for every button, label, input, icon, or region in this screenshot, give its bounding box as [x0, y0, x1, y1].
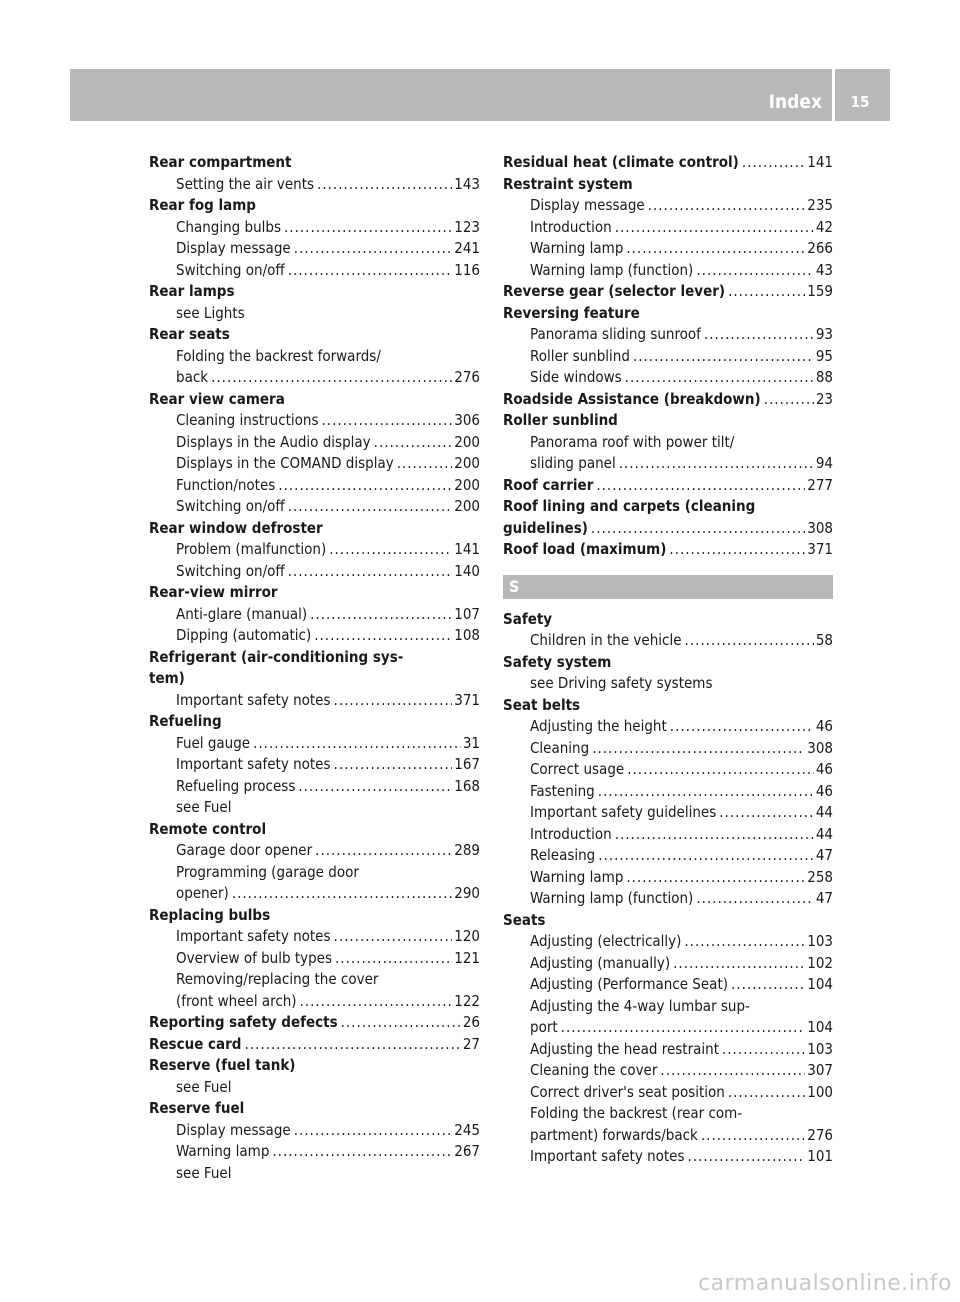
index-entry — [503, 931, 833, 953]
index-entry — [503, 152, 833, 174]
index-subtext: see Fuel — [176, 1163, 232, 1182]
index-subtext: see Lights — [176, 303, 245, 322]
entry-label: Overview of bulb types — [176, 948, 333, 967]
index-subtext: Programming (garage door — [176, 862, 359, 881]
page-reference: 116 — [454, 260, 480, 279]
page-reference: 141 — [807, 153, 833, 171]
page-reference: 308 — [807, 738, 833, 757]
dot-leader — [284, 217, 452, 239]
page-reference: 123 — [454, 217, 480, 236]
index-entry — [503, 759, 833, 781]
entry-label: Fuel gauge — [176, 733, 251, 752]
page-reference: 307 — [807, 1061, 833, 1079]
dot-leader — [598, 781, 814, 803]
page-reference: 120 — [454, 927, 480, 945]
page-reference: 23 — [815, 389, 833, 408]
entry-label: Adjusting (electrically) — [530, 932, 682, 950]
index-entry — [503, 389, 833, 411]
index-entry — [149, 561, 480, 583]
entry-label: Warning lamp (function) — [530, 889, 694, 907]
entry-label: Adjusting (Performance Seat) — [530, 975, 728, 993]
dot-leader — [317, 174, 452, 196]
page-reference: 47 — [815, 889, 833, 907]
dot-leader — [294, 238, 453, 260]
index-entry — [149, 217, 480, 239]
dot-leader — [728, 281, 805, 303]
dot-leader — [704, 324, 814, 346]
index-column-right — [503, 152, 833, 1168]
dot-leader — [211, 367, 452, 389]
index-entry — [149, 625, 480, 647]
index-heading: Safety — [503, 609, 553, 628]
index-heading: Rear-view mirror — [149, 583, 278, 601]
page-reference: 44 — [815, 824, 833, 843]
entry-label: Displays in the Audio display — [176, 432, 371, 451]
page-reference: 168 — [454, 776, 480, 795]
dot-leader — [615, 217, 814, 239]
dot-leader — [722, 1039, 805, 1061]
index-subtext: Panorama roof with power tilt/ — [530, 432, 735, 451]
dot-leader — [596, 475, 805, 497]
entry-label: Changing bulbs — [176, 217, 282, 236]
dot-leader — [615, 824, 814, 846]
dot-leader — [648, 195, 806, 217]
page-reference: 276 — [807, 1125, 833, 1144]
page-reference: 276 — [454, 368, 480, 386]
index-entry — [149, 926, 480, 948]
index-heading: Restraint system — [503, 174, 633, 193]
index-entry — [149, 1141, 480, 1163]
entry-label: Displays in the COMAND display — [176, 454, 394, 472]
index-subtext: see Fuel — [176, 1077, 232, 1096]
page-reference: 42 — [815, 217, 833, 236]
entry-label: Switching on/off — [176, 561, 285, 580]
dot-leader — [397, 453, 453, 475]
index-heading: Rear fog lamp — [149, 196, 256, 214]
index-entry — [503, 518, 833, 540]
dot-leader — [619, 453, 814, 475]
dot-leader — [719, 802, 814, 824]
index-entry — [149, 948, 480, 970]
index-heading: Refrigerant (air-conditioning sys- — [149, 647, 404, 666]
dot-leader — [625, 367, 814, 389]
entry-label: Cleaning the cover — [530, 1061, 658, 1079]
entry-label: Important safety guidelines — [530, 803, 717, 821]
dot-leader — [322, 410, 453, 432]
dot-leader — [288, 260, 453, 282]
dot-leader — [341, 1012, 461, 1034]
entry-label: Important safety notes — [176, 690, 331, 709]
dot-leader — [728, 1082, 805, 1104]
index-entry — [149, 776, 480, 798]
index-heading: Seat belts — [503, 695, 581, 714]
index-subtext: Folding the backrest forwards/ — [176, 346, 381, 365]
dot-leader — [684, 931, 805, 953]
page-reference: 167 — [454, 755, 480, 773]
index-entry — [149, 690, 480, 712]
dot-leader — [334, 754, 453, 776]
index-subtext: see Fuel — [176, 798, 232, 816]
entry-label: Children in the vehicle — [530, 631, 682, 649]
page-reference: 88 — [815, 368, 833, 386]
entry-label: Adjusting (manually) — [530, 953, 671, 972]
page-reference: 141 — [454, 540, 480, 558]
index-entry — [503, 716, 833, 738]
index-heading: Refueling — [149, 712, 222, 730]
index-entry — [503, 346, 833, 368]
page-reference: 104 — [807, 975, 833, 993]
index-entry — [149, 733, 480, 755]
index-entry — [503, 738, 833, 760]
index-heading: Roof lining and carpets (cleaning — [503, 497, 756, 515]
page-reference: 258 — [807, 867, 833, 886]
index-entry — [149, 367, 480, 389]
header-divider — [832, 69, 835, 121]
index-entry — [503, 539, 833, 561]
index-heading: Reversing feature — [503, 303, 640, 322]
dot-leader — [244, 1034, 460, 1056]
dot-leader — [315, 840, 452, 862]
page-reference: 101 — [807, 1147, 833, 1165]
page-reference: 266 — [807, 239, 833, 257]
page-reference: 104 — [807, 1018, 833, 1036]
page-reference: 241 — [454, 239, 480, 257]
page-reference: 308 — [807, 518, 833, 537]
dot-leader — [232, 883, 452, 905]
page-reference: 26 — [462, 1013, 480, 1031]
page-reference: 371 — [807, 540, 833, 558]
dot-leader — [334, 926, 453, 948]
page-reference: 108 — [454, 626, 480, 644]
page-reference: 95 — [815, 346, 833, 365]
entry-label: Residual heat (climate control) — [503, 153, 739, 171]
index-heading: Rear lamps — [149, 282, 235, 300]
entry-label: Fastening — [530, 781, 595, 800]
entry-label: opener) — [176, 884, 229, 902]
index-entry — [503, 888, 833, 910]
entry-label: Important safety notes — [176, 927, 331, 945]
page-reference: 103 — [807, 932, 833, 950]
page-reference: 58 — [815, 631, 833, 649]
entry-label: Switching on/off — [176, 497, 285, 515]
entry-label: Roadside Assistance (breakdown) — [503, 389, 761, 408]
dot-leader — [253, 733, 461, 755]
entry-label: Setting the air vents — [176, 174, 315, 193]
entry-label: Problem (malfunction) — [176, 540, 327, 558]
index-entry — [149, 453, 480, 475]
dot-leader — [598, 845, 814, 867]
page-reference: 290 — [454, 884, 480, 902]
dot-leader — [670, 716, 814, 738]
entry-label: Reverse gear (selector lever) — [503, 282, 726, 300]
page-reference: 122 — [454, 991, 480, 1010]
page-reference: 103 — [807, 1039, 833, 1058]
index-heading: Safety system — [503, 652, 612, 671]
dot-leader — [669, 539, 805, 561]
page-reference: 47 — [815, 846, 833, 864]
index-subtext: see Driving safety systems — [530, 674, 713, 692]
dot-leader — [335, 948, 452, 970]
entry-label: Correct driver's seat position — [530, 1082, 725, 1101]
entry-label: Switching on/off — [176, 260, 285, 279]
index-entry — [149, 604, 480, 626]
entry-label: Cleaning — [530, 738, 590, 757]
index-entry — [149, 238, 480, 260]
dot-leader — [701, 1125, 805, 1147]
index-entry — [149, 1012, 480, 1034]
dot-leader — [374, 432, 453, 454]
index-heading: Seats — [503, 910, 546, 929]
entry-label: Roof load (maximum) — [503, 540, 667, 558]
dot-leader — [329, 539, 452, 561]
entry-label: port — [530, 1018, 558, 1036]
index-subtext: Folding the backrest (rear com- — [530, 1104, 743, 1122]
index-entry — [149, 496, 480, 518]
entry-label: Introduction — [530, 824, 612, 843]
watermark: carmanualsonline.info — [698, 1271, 952, 1296]
index-entry — [503, 845, 833, 867]
index-entry — [503, 367, 833, 389]
index-heading: Rear compartment — [149, 153, 292, 171]
dot-leader — [673, 953, 805, 975]
page-reference: 94 — [815, 454, 833, 472]
index-entry — [503, 781, 833, 803]
index-entry — [149, 174, 480, 196]
index-entry — [503, 953, 833, 975]
dot-leader — [591, 518, 805, 540]
index-entry — [149, 539, 480, 561]
entry-label: partment) forwards/back — [530, 1125, 698, 1144]
entry-label: Display message — [530, 196, 645, 214]
index-heading: Remote control — [149, 819, 267, 838]
index-entry — [149, 883, 480, 905]
index-subtext: Adjusting the 4-way lumbar sup- — [530, 996, 750, 1015]
entry-label: Introduction — [530, 217, 612, 236]
entry-label: (front wheel arch) — [176, 991, 297, 1010]
dot-leader — [633, 346, 814, 368]
entry-label: Important safety notes — [176, 755, 331, 773]
index-entry — [503, 802, 833, 824]
index-entry — [149, 432, 480, 454]
index-entry — [149, 1120, 480, 1142]
dot-leader — [561, 1017, 806, 1039]
index-entry — [149, 991, 480, 1013]
page-reference: 102 — [807, 953, 833, 972]
index-entry — [503, 238, 833, 260]
index-entry — [149, 1034, 480, 1056]
dot-leader — [742, 152, 805, 174]
index-entry — [503, 1125, 833, 1147]
page-title: Index — [768, 91, 822, 113]
entry-label: Adjusting the height — [530, 717, 667, 735]
page-reference: 93 — [815, 325, 833, 343]
dot-leader — [627, 759, 814, 781]
dot-leader — [294, 1120, 453, 1142]
page-reference: 200 — [454, 497, 480, 515]
page-reference: 371 — [454, 690, 480, 709]
page-reference: 245 — [454, 1120, 480, 1139]
index-heading: Replacing bulbs — [149, 905, 271, 924]
dot-leader — [300, 991, 453, 1013]
index-entry — [503, 1082, 833, 1104]
index-entry — [503, 453, 833, 475]
index-column-left — [149, 152, 480, 1184]
index-heading: Rear window defroster — [149, 518, 323, 537]
index-entry — [149, 840, 480, 862]
page-reference: 46 — [815, 781, 833, 800]
page-reference: 289 — [454, 841, 480, 859]
entry-label: Correct usage — [530, 760, 625, 778]
entry-label: Cleaning instructions — [176, 411, 319, 429]
dot-leader — [288, 561, 453, 583]
dot-leader — [660, 1060, 805, 1082]
entry-label: guidelines) — [503, 518, 588, 537]
dot-leader — [764, 389, 814, 411]
entry-label: Function/notes — [176, 475, 276, 494]
entry-label: Important safety notes — [530, 1147, 685, 1165]
entry-label: Garage door opener — [176, 841, 313, 859]
entry-label: Anti-glare (manual) — [176, 604, 308, 623]
dot-leader — [731, 974, 805, 996]
index-subtext: Removing/replacing the cover — [176, 970, 379, 988]
dot-leader — [310, 604, 452, 626]
dot-leader — [278, 475, 452, 497]
page-reference: 200 — [454, 454, 480, 472]
dot-leader — [626, 238, 805, 260]
index-heading: Reserve (fuel tank) — [149, 1056, 296, 1074]
index-entry — [149, 410, 480, 432]
page-reference: 27 — [462, 1034, 480, 1053]
index-entry — [503, 475, 833, 497]
index-heading: Rear seats — [149, 325, 230, 343]
entry-label: back — [176, 368, 209, 386]
entry-label: Display message — [176, 1120, 291, 1139]
page-reference: 44 — [815, 803, 833, 821]
index-entry — [503, 195, 833, 217]
entry-label: Reporting safety defects — [149, 1013, 338, 1031]
page-reference: 100 — [807, 1082, 833, 1101]
index-entry — [149, 754, 480, 776]
entry-label: Side windows — [530, 368, 622, 386]
dot-leader — [334, 690, 453, 712]
index-entry — [149, 475, 480, 497]
page-reference: 46 — [815, 760, 833, 778]
index-entry — [503, 281, 833, 303]
dot-leader — [592, 738, 805, 760]
entry-label: Releasing — [530, 846, 596, 864]
entry-label: Dipping (automatic) — [176, 626, 312, 644]
page-reference: 31 — [462, 733, 480, 752]
dot-leader — [298, 776, 452, 798]
dot-leader — [696, 260, 814, 282]
page-reference: 235 — [807, 196, 833, 214]
page-number: 15 — [850, 93, 870, 111]
index-entry — [503, 217, 833, 239]
index-entry — [149, 260, 480, 282]
entry-label: Roller sunblind — [530, 346, 630, 365]
entry-label: Warning lamp — [530, 239, 624, 257]
page-reference: 46 — [815, 717, 833, 735]
page-reference: 277 — [807, 475, 833, 494]
page-reference: 121 — [454, 948, 480, 967]
entry-label: Rescue card — [149, 1034, 242, 1053]
dot-leader — [685, 630, 814, 652]
index-entry — [503, 324, 833, 346]
entry-label: Panorama sliding sunroof — [530, 325, 701, 343]
index-heading: Reserve fuel — [149, 1099, 245, 1117]
index-entry — [503, 1060, 833, 1082]
page-reference: 43 — [815, 260, 833, 279]
page-reference: 306 — [454, 411, 480, 429]
dot-leader — [688, 1146, 806, 1168]
entry-label: sliding panel — [530, 454, 616, 472]
page-reference: 143 — [454, 174, 480, 193]
page-reference: 200 — [454, 475, 480, 494]
page-reference: 200 — [454, 432, 480, 451]
entry-label: Warning lamp — [176, 1142, 270, 1160]
page-reference: 267 — [454, 1142, 480, 1160]
index-entry — [503, 260, 833, 282]
entry-label: Warning lamp (function) — [530, 260, 694, 279]
page-reference: 107 — [454, 604, 480, 623]
page-reference: 159 — [807, 282, 833, 300]
dot-leader — [626, 867, 805, 889]
index-heading: Roller sunblind — [503, 411, 618, 429]
page-reference: 140 — [454, 561, 480, 580]
index-entry — [503, 824, 833, 846]
section-letter: S — [503, 575, 833, 599]
index-heading: tem) — [149, 669, 185, 687]
entry-label: Adjusting the head restraint — [530, 1039, 719, 1058]
entry-label: Roof carrier — [503, 475, 594, 494]
dot-leader — [288, 496, 453, 518]
entry-label: Refueling process — [176, 776, 296, 795]
index-entry — [503, 867, 833, 889]
dot-leader — [314, 625, 452, 647]
index-entry — [503, 1017, 833, 1039]
entry-label: Display message — [176, 239, 291, 257]
entry-label: Warning lamp — [530, 867, 624, 886]
dot-leader — [696, 888, 814, 910]
index-heading: Rear view camera — [149, 389, 285, 408]
index-entry — [503, 974, 833, 996]
dot-leader — [272, 1141, 452, 1163]
index-entry — [503, 630, 833, 652]
index-entry — [503, 1039, 833, 1061]
index-entry — [503, 1146, 833, 1168]
